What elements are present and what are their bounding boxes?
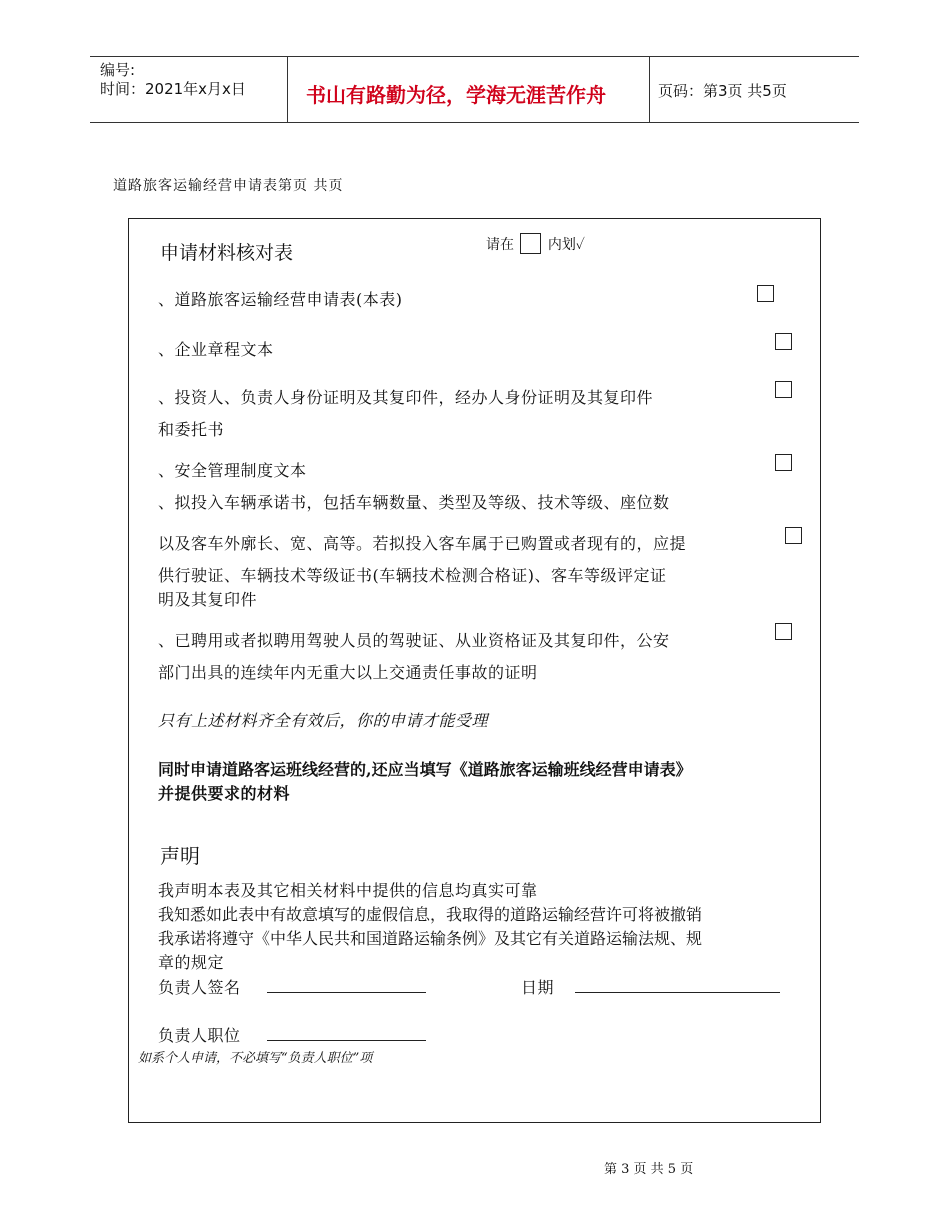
check-hint-suffix: 内划✓: [547, 237, 585, 253]
header-top-rule: [90, 56, 859, 57]
item-2-line-1: 、企业章程文本: [158, 340, 274, 359]
number-label: 编号:: [100, 61, 136, 79]
header-divider-left: [287, 57, 288, 122]
item-1-line-1: 、道路旅客运输经营申请表(本表): [158, 290, 403, 309]
declaration-line-4: 章的规定: [158, 953, 225, 972]
example-checkbox-icon: [520, 233, 541, 254]
signature-label: 负责人签名: [158, 978, 241, 997]
item-2-checkbox[interactable]: [775, 333, 792, 350]
check-hint-prefix: 请在: [486, 237, 514, 253]
time-label: 时间：2021年x月x日: [100, 80, 246, 98]
check-hint: [486, 233, 585, 254]
declaration-line-1: 我声明本表及其它相关材料中提供的信息均真实可靠: [158, 881, 538, 900]
declaration-line-2: 我知悉如此表中有故意填写的虚假信息，我取得的道路运输经营许可将被撤销: [158, 905, 703, 924]
item-3-checkbox[interactable]: [775, 381, 792, 398]
item-5-line-1: 、拟投入车辆承诺书，包括车辆数量、类型及等级、技术等级、座位数: [158, 493, 670, 512]
form-title: 申请材料核对表: [160, 242, 294, 264]
date-label: 日期: [521, 978, 555, 997]
position-label: 负责人职位: [158, 1026, 241, 1045]
declaration-title: 声明: [160, 844, 200, 868]
motto: 书山有路勤为径，学海无涯苦作舟: [306, 83, 606, 107]
item-6-checkbox[interactable]: [775, 623, 792, 640]
header-bottom-rule: [90, 122, 859, 123]
item-5-line-4: 明及其复印件: [158, 590, 258, 609]
completeness-note: 只有上述材料齐全有效后，你的申请才能受理: [158, 711, 489, 730]
item-5-line-3: 供行驶证、车辆技术等级证书(车辆技术检测合格证)、客车等级评定证: [158, 566, 667, 585]
declaration-line-3: 我承诺将遵守《中华人民共和国道路运输条例》及其它有关道路运输法规、规: [158, 929, 703, 948]
item-6-line-1: 、已聘用或者拟聘用驾驶人员的驾驶证、从业资格证及其复印件，公安: [158, 631, 670, 650]
position-footnote: 如系个人申请，不必填写“负责人职位”项: [138, 1051, 373, 1066]
item-4-line-1: 、安全管理制度文本: [158, 461, 307, 480]
doc-subtitle: 道路旅客运输经营申请表第页 共页: [113, 178, 344, 194]
page-footer: 第 3 页 共 5 页: [604, 1162, 694, 1177]
date-field[interactable]: [575, 992, 780, 993]
position-field[interactable]: [267, 1040, 426, 1041]
item-3-line-2: 和委托书: [158, 420, 225, 439]
item-3-line-1: 、投资人、负责人身份证明及其复印件，经办人身份证明及其复印件: [158, 388, 654, 407]
item-1-checkbox[interactable]: [757, 285, 774, 302]
signature-field[interactable]: [267, 992, 426, 993]
page-indicator: 页码：第3页 共5页: [658, 82, 787, 100]
item-5-line-2: 以及客车外廓长、宽、高等。若拟投入客车属于已购置或者现有的，应提: [158, 534, 687, 553]
item-6-line-2: 部门出具的连续年内无重大以上交通责任事故的证明: [158, 663, 538, 682]
route-note-line-2: 并提供要求的材料: [158, 784, 291, 803]
item-5-checkbox[interactable]: [785, 527, 802, 544]
header-divider-right: [649, 57, 650, 122]
item-4-checkbox[interactable]: [775, 454, 792, 471]
route-note-line-1: 同时申请道路客运班线经营的,还应当填写《道路旅客运输班线经营申请表》: [158, 760, 692, 779]
